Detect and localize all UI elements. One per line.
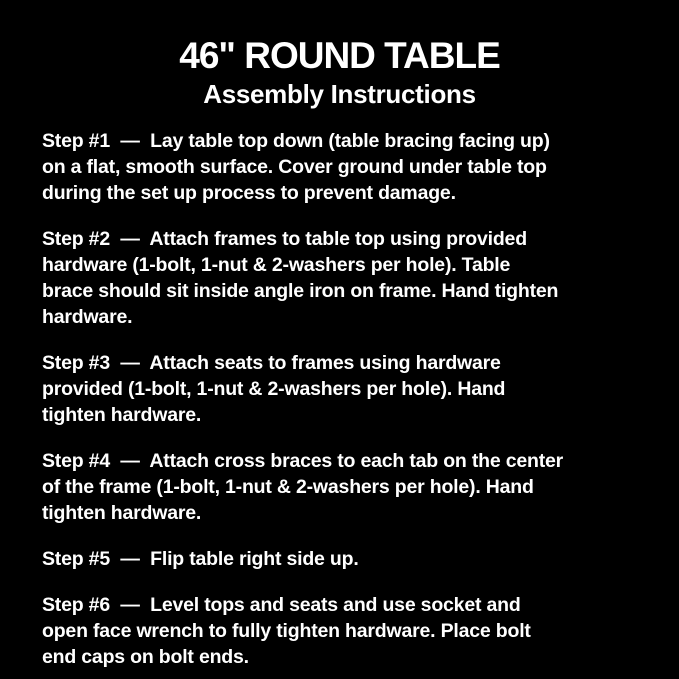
step-1-line-2: on a flat, smooth surface. Cover ground under table top: [42, 156, 547, 178]
step-4: [42, 448, 659, 526]
step-3-line-3: tighten hardware.: [42, 404, 202, 426]
step-1-line-3: during the set up process to prevent damage.: [42, 182, 456, 204]
step-4-line-2: of the frame (1-bolt, 1-nut & 2-washers per hole). Hand: [42, 476, 534, 498]
step-3-line-2: provided (1-bolt, 1-nut & 2-washers per hole). Hand: [42, 378, 506, 400]
step-5-line-1: Step #5 — Flip table right side up.: [42, 548, 359, 570]
step-6-line-1: Step #6 — Level tops and seats and use socket and: [42, 594, 521, 616]
page-subtitle: Assembly Instructions: [203, 79, 476, 109]
step-4-line-3: tighten hardware.: [42, 502, 202, 524]
step-1-line-1: Step #1 — Lay table top down (table bracing facing up): [42, 130, 550, 152]
steps-list: [0, 128, 679, 670]
step-4-line-1: Step #4 — Attach cross braces to each tab on the center: [42, 450, 564, 472]
step-5: [42, 546, 659, 572]
page-title: 46" ROUND TABLE: [179, 35, 500, 76]
step-2-line-4: hardware.: [42, 306, 133, 328]
step-6-line-2: open face wrench to fully tighten hardware. Place bolt: [42, 620, 531, 642]
step-6: [42, 592, 659, 670]
step-2-line-3: brace should sit inside angle iron on frame. Hand tighten: [42, 280, 559, 302]
step-1: [42, 128, 659, 206]
step-6-line-3: end caps on bolt ends.: [42, 646, 249, 668]
step-2-line-2: hardware (1-bolt, 1-nut & 2-washers per hole). Table: [42, 254, 511, 276]
step-3: [42, 350, 659, 428]
header: [0, 34, 679, 110]
step-2: [42, 226, 659, 330]
step-2-line-1: Step #2 — Attach frames to table top using provided: [42, 228, 527, 250]
step-3-line-1: Step #3 — Attach seats to frames using hardware: [42, 352, 501, 374]
